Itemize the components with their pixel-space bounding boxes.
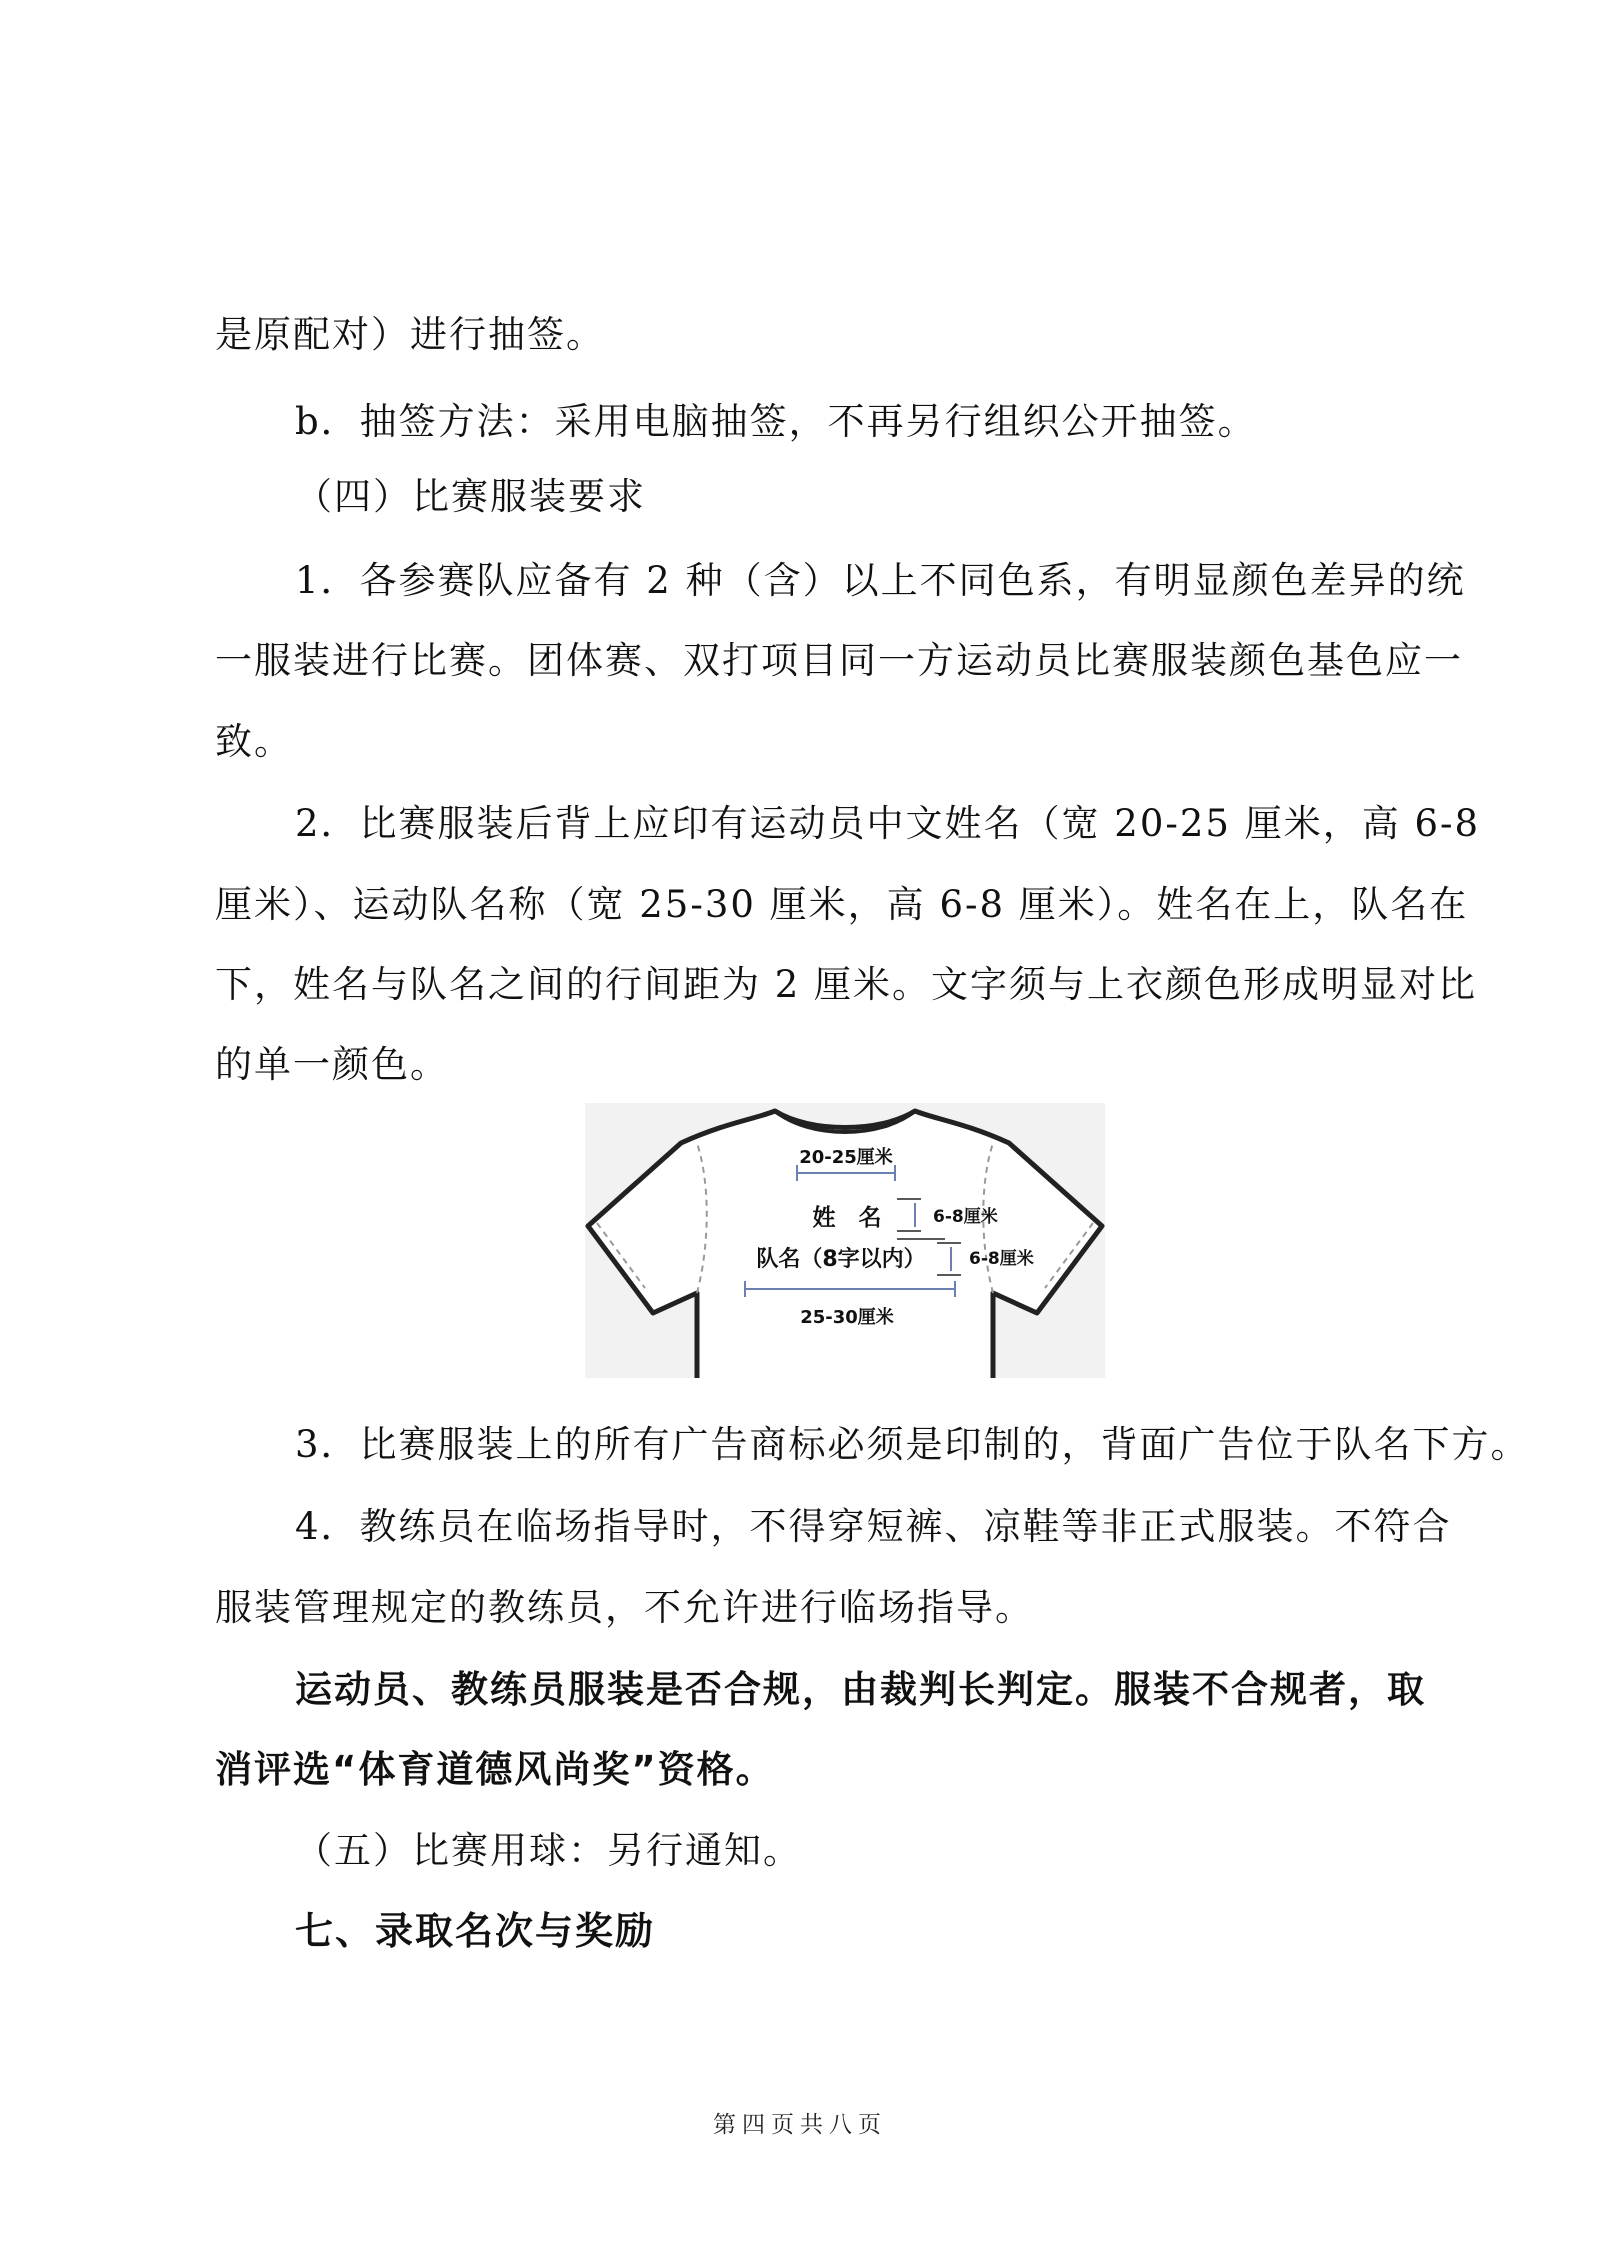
page-footer: 第四页共八页 xyxy=(713,2112,887,2138)
jersey-diagram xyxy=(585,1103,1105,1378)
bold-rule-line-2: 消评选“体育道德风尚奖”资格。 xyxy=(215,1748,775,1791)
item-1-line-1: 1．各参赛队应备有 2 种（含）以上不同色系，有明显颜色差异的统 xyxy=(295,559,1466,602)
jersey-svg xyxy=(585,1103,1105,1378)
team-width-label: 25-30厘米 xyxy=(800,1307,894,1328)
section-7-title: 七、录取名次与奖励 xyxy=(295,1909,656,1953)
paragraph-draw-continued: 是原配对）进行抽签。 xyxy=(215,313,605,356)
item-4-line-1: 4．教练员在临场指导时，不得穿短裤、凉鞋等非正式服装。不符合 xyxy=(295,1505,1452,1548)
item-2-line-3: 下，姓名与队名之间的行间距为 2 厘米。文字须与上衣颜色形成明显对比 xyxy=(215,963,1478,1006)
team-label: 队名（8字以内） xyxy=(756,1247,926,1272)
item-2-line-4: 的单一颜色。 xyxy=(215,1043,449,1086)
name-height-label: 6-8厘米 xyxy=(933,1207,998,1227)
name-label: 姓 名 xyxy=(812,1205,882,1231)
item-1-line-2: 一服装进行比赛。团体赛、双打项目同一方运动员比赛服装颜色基色应一 xyxy=(215,639,1463,682)
section-5: （五）比赛用球：另行通知。 xyxy=(295,1829,802,1872)
team-height-label: 6-8厘米 xyxy=(969,1249,1034,1269)
paragraph-draw-method: b．抽签方法：采用电脑抽签，不再另行组织公开抽签。 xyxy=(295,400,1257,443)
item-2-line-1: 2．比赛服装后背上应印有运动员中文姓名（宽 20-25 厘米，高 6-8 xyxy=(295,802,1481,845)
item-1-line-3: 致。 xyxy=(215,720,293,763)
section-4-title: （四）比赛服装要求 xyxy=(295,475,646,518)
item-2-line-2: 厘米）、运动队名称（宽 25-30 厘米，高 6-8 厘米）。姓名在上，队名在 xyxy=(215,883,1469,926)
bold-rule-line-1: 运动员、教练员服装是否合规，由裁判长判定。服装不合规者，取 xyxy=(295,1668,1426,1711)
item-3: 3．比赛服装上的所有广告商标必须是印制的，背面广告位于队名下方。 xyxy=(295,1423,1530,1466)
name-width-label: 20-25厘米 xyxy=(799,1147,893,1168)
item-4-line-2: 服装管理规定的教练员，不允许进行临场指导。 xyxy=(215,1586,1034,1629)
